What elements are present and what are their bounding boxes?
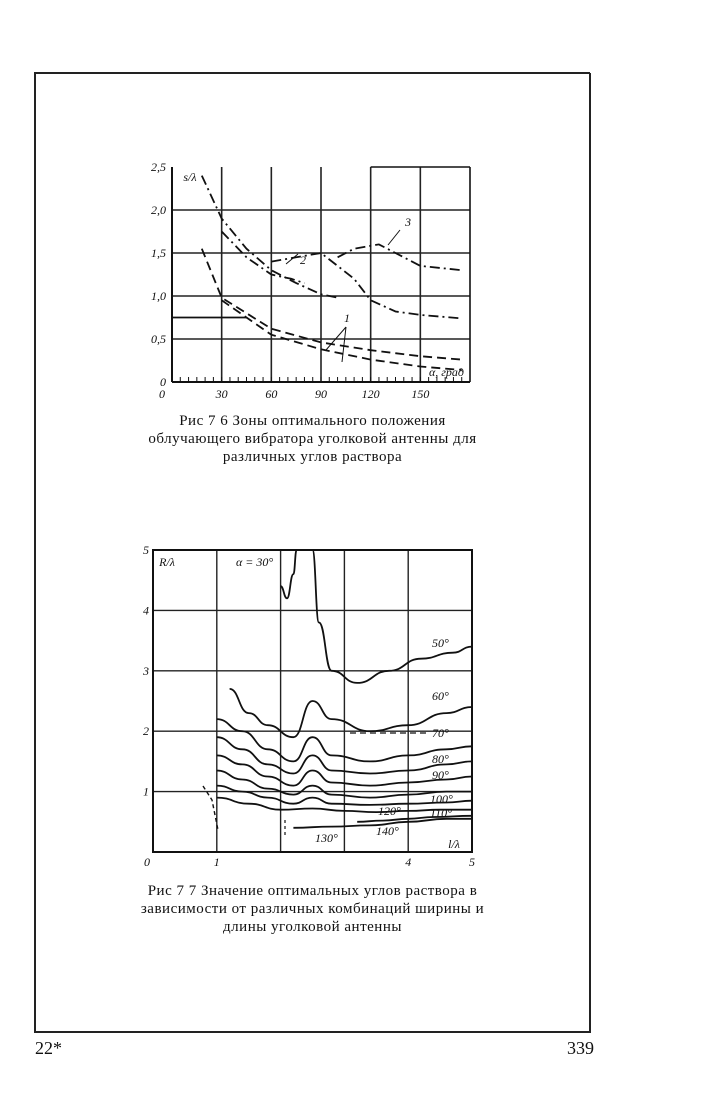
y-tick-label: 3: [143, 663, 149, 678]
page-signature: 22*: [35, 1038, 62, 1058]
series-label: 60°: [432, 689, 449, 703]
series-label: 90°: [432, 768, 449, 782]
x-tick-label: 5: [469, 855, 475, 869]
series-label: 80°: [432, 752, 449, 766]
y-tick-label: 1,0: [151, 289, 166, 303]
series-label: 70°: [432, 726, 449, 740]
y-tick-label: 2,5: [151, 160, 166, 174]
x-tick-label: 90: [315, 387, 327, 401]
y-tick-label: 2,0: [151, 203, 166, 217]
series-label: 140°: [376, 824, 399, 838]
x-axis-label: l/λ: [448, 837, 460, 851]
y-tick-label: 1: [143, 784, 149, 799]
page-number: 339: [567, 1038, 594, 1058]
series-label: 120°: [378, 804, 401, 818]
x-tick-label: 1: [213, 855, 220, 869]
x-tick-label: 4: [405, 855, 412, 869]
y-tick-label: 2: [143, 724, 149, 739]
figure-7-6-caption: Рис 7 6 Зоны оптимального положения облучающего вибратора уголковой антенны для различных углов раствора: [148, 413, 477, 465]
series-label: 130°: [315, 831, 338, 845]
x-tick-label: 120: [361, 387, 380, 401]
figure-7-7-caption: Рис 7 7 Значение оптимальных углов раствора в зависимости от различных комбинаций ширины и длины уголковой антенны: [140, 883, 485, 935]
series-label: 100°: [430, 792, 453, 806]
series-line: [313, 550, 473, 683]
x-tick-label: 150: [411, 387, 430, 401]
y-tick-label: 0: [160, 375, 166, 389]
curve-label-3: 3: [405, 215, 411, 229]
dashed-guide: [203, 786, 218, 830]
series-label: 50°: [432, 636, 449, 650]
series-label: 110°: [430, 806, 452, 820]
y-axis-label: R/λ: [159, 555, 175, 569]
curve-label-2: 2: [300, 253, 306, 267]
x-tick-label: 30: [215, 387, 228, 401]
x-tick-label: 0: [159, 387, 165, 401]
y-tick-label: 0,5: [151, 332, 166, 346]
y-tick-label: 1,5: [151, 246, 166, 260]
page-frame-bottom: [34, 1031, 590, 1033]
x-axis-label: α, град: [428, 365, 464, 379]
y-axis-label: s/λ: [183, 170, 197, 184]
y-tick-label: 5: [143, 543, 149, 557]
x-tick-label: 60: [265, 387, 278, 401]
series-label: α = 30°: [236, 555, 274, 569]
series-line: [281, 550, 297, 598]
x-tick-label: 0: [144, 855, 150, 869]
y-tick-label: 4: [143, 603, 149, 618]
curve-label-1: 1: [344, 311, 350, 325]
